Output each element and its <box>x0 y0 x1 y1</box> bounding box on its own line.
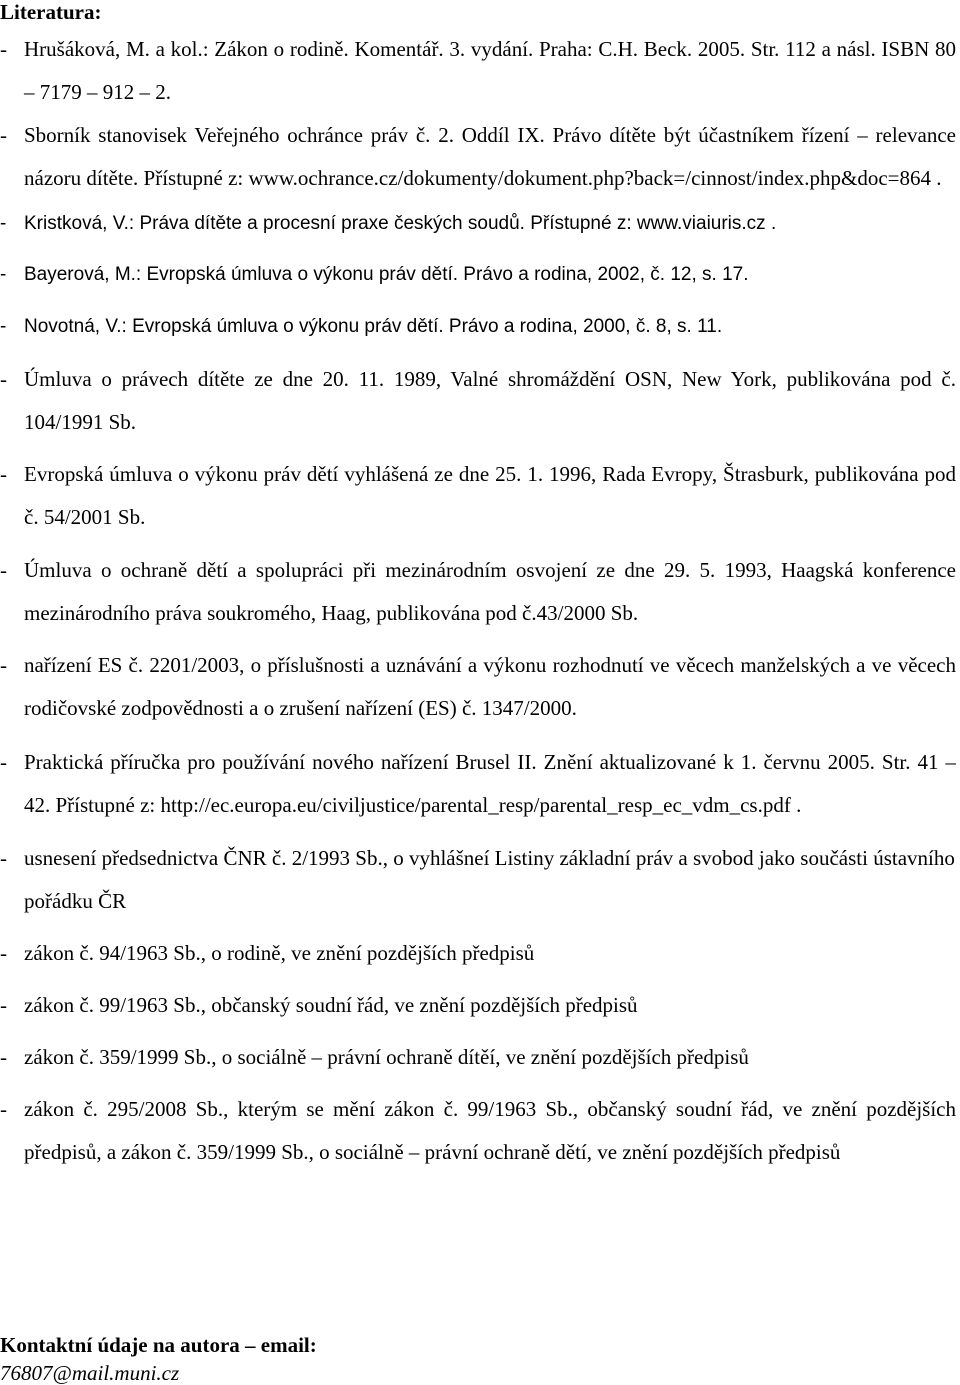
list-item-text: zákon č. 295/2008 Sb., kterým se mění zákon č. 99/1963 Sb., občanský soudní řád, ve znění pozdějších předpisů, a zákon č. 359/1999 Sb., o sociálně – právní ochraně dětí, ve znění pozdějších předpisů <box>24 1097 956 1164</box>
bullet-dash: - <box>0 750 7 774</box>
list-item-text: zákon č. 359/1999 Sb., o sociálně – právní ochraně dítěí, ve znění pozdějších předpisů <box>24 1045 749 1069</box>
bullet-dash: - <box>0 264 7 285</box>
list-item <box>0 549 956 635</box>
list-item <box>0 305 956 348</box>
list-item-text: usnesení předsednictva ČNR č. 2/1993 Sb., o vyhlášneí Listiny základní práv a svobod jako součásti ústavního pořádku ČR <box>24 846 955 913</box>
contact-heading: Kontaktní údaje na autora – email: <box>0 1333 317 1357</box>
list-item-text: Úmluva o právech dítěte ze dne 20. 11. 1989, Valné shromáždění OSN, New York, publikována pod č. 104/1991 Sb. <box>24 367 956 434</box>
list-item-text: Sborník stanovisek Veřejného ochránce práv č. 2. Oddíl IX. Právo dítěte být účastníkem řízení – relevance názoru dítěte. Přístupné z: www.ochrance.cz/dokumenty/dokument.php?back=/cinnost/index.php&doc=864 . <box>24 123 956 190</box>
author-email: 76807@mail.muni.cz <box>0 1361 180 1385</box>
list-item-text: Bayerová, M.: Evropská úmluva o výkonu práv dětí. Právo a rodina, 2002, č. 12, s. 17. <box>24 264 749 285</box>
list-item-text: Kristková, V.: Práva dítěte a procesní praxe českých soudů. Přístupné z: www.viaiuris.cz . <box>24 213 777 234</box>
list-item <box>0 837 956 923</box>
list-item <box>0 28 956 114</box>
list-item-text: zákon č. 94/1963 Sb., o rodině, ve znění pozdějších předpisů <box>24 941 535 965</box>
bullet-dash: - <box>0 462 7 486</box>
list-item <box>0 932 956 975</box>
page-heading: Literatura: <box>0 0 102 24</box>
list-item <box>0 741 956 827</box>
bullet-dash: - <box>0 941 7 965</box>
bullet-dash: - <box>0 316 7 337</box>
bullet-dash: - <box>0 367 7 391</box>
bullet-dash: - <box>0 1045 7 1069</box>
bullet-dash: - <box>0 653 7 677</box>
bibliography-list <box>0 28 956 1174</box>
list-item-text: Úmluva o ochraně dětí a spolupráci při mezinárodním osvojení ze dne 29. 5. 1993, Haagská konference mezinárodního práva soukromého, Haag, publikována pod č.43/2000 Sb. <box>24 558 956 625</box>
bullet-dash: - <box>0 846 7 870</box>
list-item <box>0 644 956 730</box>
list-item-text: nařízení ES č. 2201/2003, o příslušnosti a uznávání a výkonu rozhodnutí ve věcech manželských a ve věcech rodičovské zodpovědnosti a o zrušení nařízení (ES) č. 1347/2000. <box>24 653 956 720</box>
list-item <box>0 453 956 539</box>
list-item <box>0 984 956 1027</box>
bullet-dash: - <box>0 37 7 61</box>
list-item <box>0 202 956 245</box>
bullet-dash: - <box>0 558 7 582</box>
bullet-dash: - <box>0 123 7 147</box>
list-item <box>0 1088 956 1174</box>
list-item <box>0 253 956 296</box>
list-item <box>0 358 956 444</box>
list-item-text: Evropská úmluva o výkonu práv dětí vyhlášená ze dne 25. 1. 1996, Rada Evropy, Štrasburk, publikována pod č. 54/2001 Sb. <box>24 462 956 529</box>
bullet-dash: - <box>0 1097 7 1121</box>
list-item-text: zákon č. 99/1963 Sb., občanský soudní řád, ve znění pozdějších předpisů <box>24 993 638 1017</box>
bullet-dash: - <box>0 213 7 234</box>
list-item-text: Praktická příručka pro používání nového nařízení Brusel II. Znění aktualizované k 1. červnu 2005. Str. 41 – 42. Přístupné z: http://ec.europa.eu/civiljustice/parental_resp/parental_resp_ec_vdm_cs.pdf . <box>24 750 956 817</box>
list-item <box>0 114 956 200</box>
list-item-text: Novotná, V.: Evropská úmluva o výkonu práv dětí. Právo a rodina, 2000, č. 8, s. 11. <box>24 316 723 337</box>
bullet-dash: - <box>0 993 7 1017</box>
list-item-text: Hrušáková, M. a kol.: Zákon o rodině. Komentář. 3. vydání. Praha: C.H. Beck. 2005. Str. 112 a násl. ISBN 80 – 7179 – 912 – 2. <box>24 37 956 104</box>
list-item <box>0 1036 956 1079</box>
